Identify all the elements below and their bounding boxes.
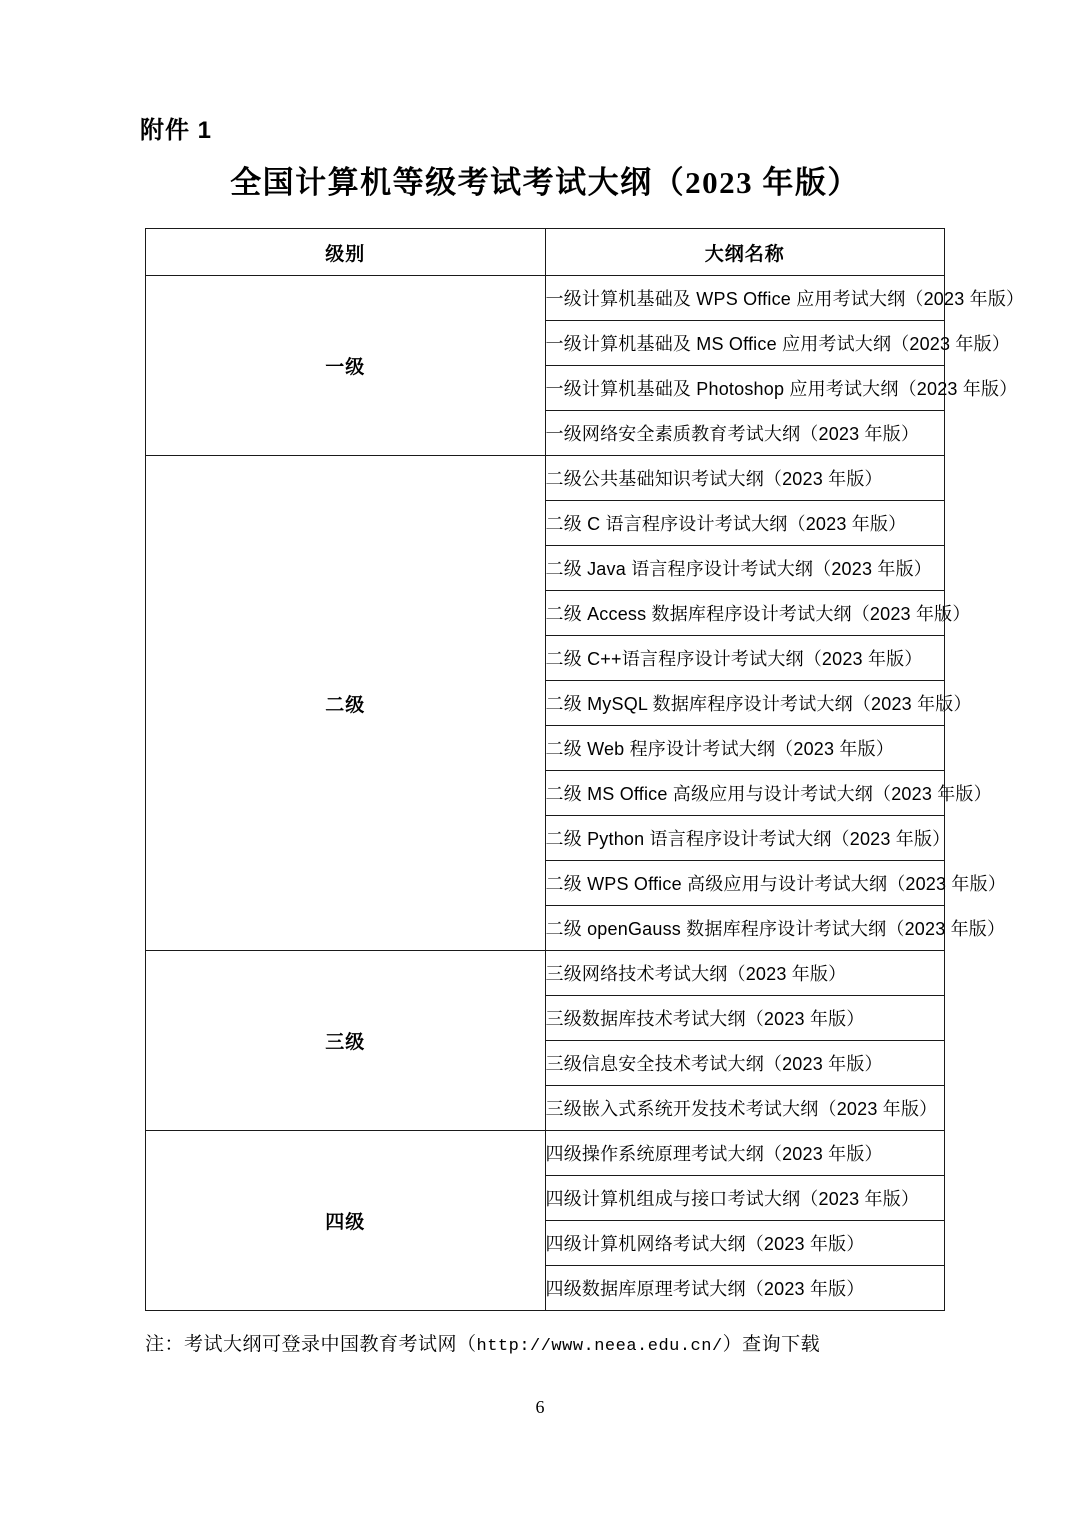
outline-name-cell: 二级 Python 语言程序设计考试大纲（2023 年版） [545, 816, 945, 861]
outline-name-cell: 二级 WPS Office 高级应用与设计考试大纲（2023 年版） [545, 861, 945, 906]
page-title: 全国计算机等级考试考试大纲（2023 年版） [230, 165, 860, 200]
page-number: 6 [535, 1397, 545, 1417]
outline-name-cell: 三级嵌入式系统开发技术考试大纲（2023 年版） [545, 1086, 945, 1131]
exam-outline-table [145, 228, 1025, 1311]
outline-name-cell: 二级 Java 语言程序设计考试大纲（2023 年版） [545, 546, 945, 591]
outline-name-cell: 三级网络技术考试大纲（2023 年版） [545, 951, 945, 996]
outline-name-cell: 二级 openGauss 数据库程序设计考试大纲（2023 年版） [545, 906, 945, 951]
outline-name-cell: 二级 C++语言程序设计考试大纲（2023 年版） [545, 636, 945, 681]
table-row [146, 456, 945, 501]
table-row [146, 951, 945, 996]
outline-name-cell: 四级计算机网络考试大纲（2023 年版） [545, 1221, 945, 1266]
level-cell: 三级 [146, 951, 546, 1131]
column-header-level: 级别 [146, 229, 546, 276]
table-header-row [146, 229, 945, 276]
attachment-label: 附件 1 [140, 117, 213, 144]
table-body [146, 276, 1025, 1311]
outline-name-cell: 三级信息安全技术考试大纲（2023 年版） [545, 1041, 945, 1086]
outline-name-cell: 二级 Access 数据库程序设计考试大纲（2023 年版） [545, 591, 945, 636]
level-cell: 一级 [146, 276, 546, 456]
level-cell: 四级 [146, 1131, 546, 1311]
outline-name-cell: 一级计算机基础及 MS Office 应用考试大纲（2023 年版） [545, 321, 945, 366]
table-row [146, 276, 945, 321]
footnote-prefix: 注：考试大纲可登录中国教育考试网（ [145, 1334, 477, 1355]
outline-name-cell: 四级计算机组成与接口考试大纲（2023 年版） [545, 1176, 945, 1221]
outline-name-cell: 二级 C 语言程序设计考试大纲（2023 年版） [545, 501, 945, 546]
outline-name-cell: 三级数据库技术考试大纲（2023 年版） [545, 996, 945, 1041]
outline-name-cell: 四级数据库原理考试大纲（2023 年版） [545, 1266, 945, 1311]
footnote-suffix: ）查询下载 [722, 1334, 821, 1355]
footnote [145, 1329, 945, 1356]
outline-name-cell: 一级计算机基础及 Photoshop 应用考试大纲（2023 年版） [545, 366, 945, 411]
column-header-name: 大纲名称 [545, 229, 945, 276]
outline-name-cell: 四级操作系统原理考试大纲（2023 年版） [545, 1131, 945, 1176]
table-row [146, 1131, 945, 1176]
level-cell: 二级 [146, 456, 546, 951]
footnote-url: http://www.neea.edu.cn/ [476, 1337, 723, 1356]
outline-name-cell: 二级 MS Office 高级应用与设计考试大纲（2023 年版） [545, 771, 945, 816]
outline-name-cell: 一级网络安全素质教育考试大纲（2023 年版） [545, 411, 945, 456]
outline-name-cell: 二级公共基础知识考试大纲（2023 年版） [545, 456, 945, 501]
outline-name-cell: 二级 MySQL 数据库程序设计考试大纲（2023 年版） [545, 681, 945, 726]
outline-name-cell: 一级计算机基础及 WPS Office 应用考试大纲（2023 年版） [545, 276, 945, 321]
outline-name-cell: 二级 Web 程序设计考试大纲（2023 年版） [545, 726, 945, 771]
